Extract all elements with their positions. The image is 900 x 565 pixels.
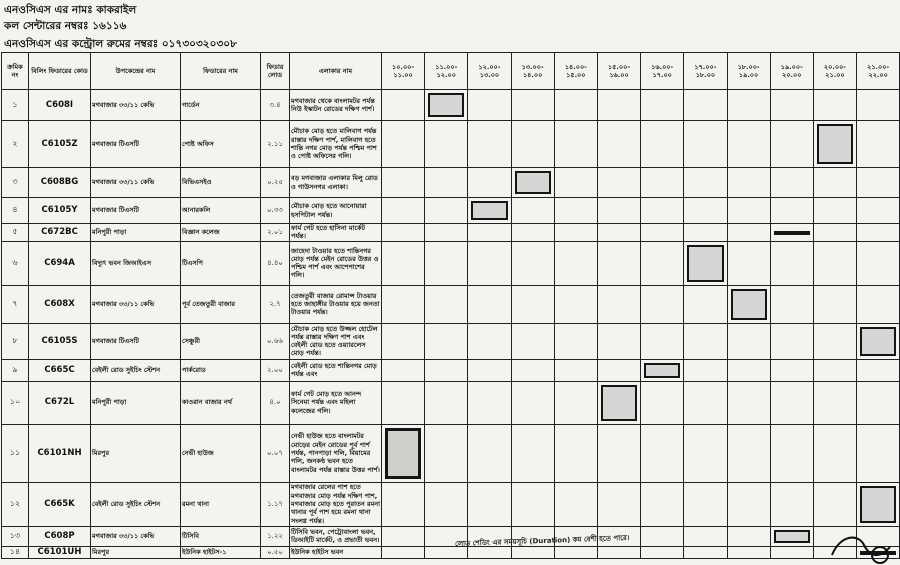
col-time-slot: ১৯.০০- ২০.০০ [770,53,813,90]
row-area: বেইলী রোড হতে শান্তিনগর মোড় পর্যন্ত এবং [290,359,382,381]
time-slot-cell [727,482,770,526]
shedding-block [601,385,637,421]
time-slot-cell [425,121,468,168]
time-slot-cell [641,526,684,546]
time-slot-cell [597,424,640,482]
time-slot-cell [684,198,727,224]
row-area: তেজতুরী বাজার রোমান্স টাওয়ার হতে জাহাঙ্গীর টাওয়ার হয়ে জনতা টাওয়ার পর্যন্ত। [290,285,382,323]
time-slot-cell [597,198,640,224]
time-slot-cell [382,424,425,482]
time-slot-cell [468,90,511,121]
row-substation: মনিপুরী পাড়া [91,381,181,424]
col-time-slot: ১২.০০- ১৩.০০ [468,53,511,90]
time-slot-cell [770,546,813,558]
row-billing-code: C6101NH [29,424,91,482]
time-slot-cell [857,381,900,424]
col-serial: ক্রমিক নং [2,53,29,90]
row-load: ১.২২ [261,526,290,546]
row-area: ফার্ম গেট মোড় হতে আনন্দ সিনেমা পর্যন্ত এবং মহিলা কলেজের গলি। [290,381,382,424]
row-substation: মগবাজার টিএসটি [91,121,181,168]
row-load: ০.৫০ [261,546,290,558]
time-slot-cell [857,424,900,482]
time-slot-cell [468,168,511,198]
time-slot-cell [468,323,511,359]
row-feeder: কাওরান বাজার নর্থ [181,381,261,424]
time-slot-cell [382,546,425,558]
time-slot-cell [382,198,425,224]
time-slot-cell [727,224,770,242]
loadshedding-schedule-table [1,52,900,559]
row-substation: মগবাজার ৩৩/১১ কেভি [91,285,181,323]
table-row [2,526,900,546]
time-slot-cell [511,359,554,381]
time-slot-cell [511,241,554,285]
time-slot-cell [813,424,856,482]
call-center-number: কল সেন্টারের নম্বরঃ ১৬১১৬ [4,20,127,32]
row-billing-code: C665C [29,359,91,381]
row-billing-code: C6101UH [29,546,91,558]
row-billing-code: C608P [29,526,91,546]
col-time-slot: ১১.০০- ১২.০০ [425,53,468,90]
time-slot-cell [813,381,856,424]
time-slot-cell [597,381,640,424]
row-area: নেভী হাউজ হতে বাংলামটর মোড়ের মেইন রোডের পূর্ব পার্শ পর্যন্ত, পানপাড়া গলি, বিয়ামের গলি, জনকন্ঠ ভবন হতে বাংলামটর পর্যন্ত রাস্তার উত্তর পার্শ। [290,424,382,482]
col-time-slot: ১৬.০০- ১৭.০০ [641,53,684,90]
row-serial: ৬ [2,241,29,285]
time-slot-cell [511,168,554,198]
row-feeder: সেঞ্চুরী [181,323,261,359]
row-billing-code: C672L [29,381,91,424]
time-slot-cell [511,285,554,323]
row-substation: মগবাজার ৩৩/১১ কেভি [91,90,181,121]
col-time-slot: ১৩.০০- ১৪.০০ [511,53,554,90]
table-row [2,198,900,224]
table-row [2,224,900,242]
time-slot-cell [468,121,511,168]
time-slot-cell [684,121,727,168]
row-load: ৪.০ [261,381,290,424]
time-slot-cell [727,359,770,381]
shedding-block [515,171,551,194]
time-slot-cell [770,90,813,121]
time-slot-cell [641,90,684,121]
time-slot-cell [770,241,813,285]
shedding-block [687,245,723,282]
time-slot-cell [597,121,640,168]
row-load: ৩.৪ [261,90,290,121]
time-slot-cell [727,323,770,359]
row-feeder: পোষ্ট অফিস [181,121,261,168]
row-load: ০.৩৩ [261,198,290,224]
time-slot-cell [857,90,900,121]
time-slot-cell [684,241,727,285]
time-slot-cell [684,526,727,546]
shedding-block [385,428,421,479]
row-serial: ১৪ [2,546,29,558]
row-feeder: রমনা থানা [181,482,261,526]
col-billing-code: বিলিং ফিডারের কোড [29,53,91,90]
time-slot-cell [597,224,640,242]
time-slot-cell [597,482,640,526]
time-slot-cell [770,323,813,359]
time-slot-cell [554,285,597,323]
time-slot-cell [770,285,813,323]
time-slot-cell [554,546,597,558]
time-slot-cell [554,482,597,526]
row-serial: ১০ [2,381,29,424]
row-substation: মগবাজার টিএসটি [91,323,181,359]
row-feeder: টিসিবি [181,526,261,546]
time-slot-cell [554,381,597,424]
time-slot-cell [727,285,770,323]
row-serial: ৭ [2,285,29,323]
table-header-row [2,53,900,90]
shedding-block [644,363,680,378]
time-slot-cell [727,546,770,558]
row-area: জাহেদা টাওয়ার হতে শান্তিনগর মোড় পর্যন্ত মেইন রোডের উত্তর ও পশ্চিম পার্শ এবং আশেপাশের গলি। [290,241,382,285]
time-slot-cell [425,198,468,224]
shedding-block [731,289,767,320]
time-slot-cell [727,198,770,224]
time-slot-cell [425,482,468,526]
row-area: বড় মগবাজার এলাকার মিলু রোড ও গাউসনগর এলাকা। [290,168,382,198]
time-slot-cell [813,285,856,323]
time-slot-cell [597,359,640,381]
time-slot-cell [554,90,597,121]
time-slot-cell [554,198,597,224]
row-serial: ২ [2,121,29,168]
row-feeder: বিজ্ঞান কলেজ [181,224,261,242]
row-load: ০.৬৬ [261,323,290,359]
time-slot-cell [727,241,770,285]
row-serial: ৮ [2,323,29,359]
time-slot-cell [684,285,727,323]
table-row [2,424,900,482]
row-load: ২.৭ [261,285,290,323]
shedding-block [860,486,896,523]
time-slot-cell [641,424,684,482]
time-slot-cell [641,285,684,323]
row-substation: মনিপুরী পাড়া [91,224,181,242]
time-slot-cell [770,381,813,424]
time-slot-cell [813,168,856,198]
time-slot-cell [813,359,856,381]
row-billing-code: C6105S [29,323,91,359]
time-slot-cell [684,90,727,121]
row-feeder: ইউনিক হাইটস-১ [181,546,261,558]
shedding-block [471,201,507,220]
col-feeder: ফিডারের নাম [181,53,261,90]
col-time-slot: ১৪.০০- ১৫.০০ [554,53,597,90]
time-slot-cell [382,323,425,359]
time-slot-cell [468,285,511,323]
time-slot-cell [770,224,813,242]
time-slot-cell [382,359,425,381]
time-slot-cell [684,482,727,526]
time-slot-cell [813,121,856,168]
time-slot-cell [382,90,425,121]
time-slot-cell [511,90,554,121]
time-slot-cell [857,224,900,242]
time-slot-cell [511,121,554,168]
time-slot-cell [597,323,640,359]
time-slot-cell [813,198,856,224]
time-slot-cell [684,224,727,242]
row-substation: বিদ্যুৎ ভবন জিআইএস [91,241,181,285]
row-feeder: বিভিএসইও [181,168,261,198]
time-slot-cell [468,482,511,526]
time-slot-cell [468,198,511,224]
time-slot-cell [813,323,856,359]
col-area: এলাকার নাম [290,53,382,90]
row-serial: ১ [2,90,29,121]
time-slot-cell [425,168,468,198]
time-slot-cell [425,359,468,381]
footnote: লোড শেডিং এর সময়সূচি (Duration) কম বেশী হতে পারে। [454,533,630,549]
time-slot-cell [770,168,813,198]
time-slot-cell [468,241,511,285]
time-slot-cell [511,198,554,224]
time-slot-cell [770,359,813,381]
time-slot-cell [425,323,468,359]
table-row [2,359,900,381]
time-slot-cell [813,482,856,526]
row-billing-code: C608I [29,90,91,121]
row-substation: বেইলী রোড সুইচিং স্টেশন [91,482,181,526]
time-slot-cell [468,359,511,381]
time-slot-cell [554,168,597,198]
row-area: মৌচাক মোড় হতে উজ্জল হোটেল পর্যন্ত রাস্তার দক্ষিণ পাশ এবং বেইলী রোড হতে ওয়্যারলেস মোড় পর্যন্ত। [290,323,382,359]
time-slot-cell [425,424,468,482]
col-time-slot: ১০.০০- ১১.০০ [382,53,425,90]
time-slot-cell [382,285,425,323]
row-serial: ৪ [2,198,29,224]
table-body [2,90,900,559]
row-substation: মগবাজার ৩৩/১১ কেভি [91,526,181,546]
time-slot-cell [770,482,813,526]
time-slot-cell [641,381,684,424]
row-feeder: পূর্ব তেজতুরী বাজার [181,285,261,323]
row-substation: মিরপুর [91,424,181,482]
row-substation: মগবাজার টিএসটি [91,198,181,224]
time-slot-cell [727,90,770,121]
row-area: টিসিবি ভবন, পেট্রোবাংলা ভবন, ডিআইটি মার্কেট, ও প্রভাতী ভবন। [291,527,380,545]
time-slot-cell [425,381,468,424]
row-load: ৪.৪০ [261,241,290,285]
shedding-block [860,327,896,356]
time-slot-cell [770,198,813,224]
time-slot-cell [597,241,640,285]
col-time-slot: ১৭.০০- ১৮.০০ [684,53,727,90]
col-time-slot: ১৫.০০- ১৬.০০ [597,53,640,90]
table-row [2,168,900,198]
time-slot-cell [554,241,597,285]
row-area: মগবাজার রেলের পাশ হতে মগবাজার মোড় পর্যন্ত দক্ষিণ পাশ, মগবাজার মোড় হতে পুরাতন রমনা থানার পূর্ব পাশ হয়ে রমনা থানা সংলগ্ন পর্যন্ত। [291,483,380,525]
time-slot-cell [597,168,640,198]
row-billing-code: C665K [29,482,91,526]
time-slot-cell [813,241,856,285]
row-substation: বেইলী রোড সুইচিং স্টেশন [91,359,181,381]
row-billing-code: C6105Y [29,198,91,224]
time-slot-cell [727,381,770,424]
shedding-block [817,124,853,164]
col-time-slot: ২০.০০- ২১.০০ [813,53,856,90]
time-slot-cell [857,482,900,526]
time-slot-cell [468,381,511,424]
row-feeder: গার্ডেন [181,90,261,121]
time-slot-cell [641,224,684,242]
table-row [2,90,900,121]
time-slot-cell [468,224,511,242]
row-substation: মিরপুর [91,546,181,558]
table-row [2,285,900,323]
time-slot-cell [554,121,597,168]
time-slot-cell [641,168,684,198]
row-load: ২.০০ [261,359,290,381]
time-slot-cell [770,526,813,546]
row-feeder: আনারকলি [181,198,261,224]
table-row [2,121,900,168]
time-slot-cell [511,424,554,482]
row-area: মৌচাক মোড় হতে আনোয়ারা হসপিটাল পর্যন্ত। [290,198,382,224]
shedding-block [428,93,464,117]
time-slot-cell [425,224,468,242]
table-row [2,323,900,359]
time-slot-cell [511,546,554,558]
time-slot-cell [382,482,425,526]
row-billing-code: C672BC [29,224,91,242]
row-billing-code: C608BG [29,168,91,198]
time-slot-cell [641,359,684,381]
time-slot-cell [597,90,640,121]
row-area: ইউনিক হাইটস ভবন [290,546,382,558]
time-slot-cell [684,546,727,558]
time-slot-cell [425,285,468,323]
time-slot-cell [597,546,640,558]
time-slot-cell [425,241,468,285]
time-slot-cell [684,424,727,482]
time-slot-cell [382,121,425,168]
time-slot-cell [554,424,597,482]
time-slot-cell [382,168,425,198]
row-serial: ১২ [2,482,29,526]
control-room-number: এনওসিএস এর কন্ট্রোল রুমের নম্বরঃ ০১৭৩০৩২০৩০৮ [4,38,237,50]
col-time-slot: ১৮.০০- ১৯.০০ [727,53,770,90]
time-slot-cell [382,241,425,285]
row-serial: ১৩ [2,526,29,546]
table-row [2,241,900,285]
col-substation: উপকেন্দ্রের নাম [91,53,181,90]
time-slot-cell [813,90,856,121]
time-slot-cell [511,224,554,242]
time-slot-cell [684,323,727,359]
time-slot-cell [554,224,597,242]
row-load: ২.০১ [261,224,290,242]
row-billing-code: C6105Z [29,121,91,168]
time-slot-cell [770,424,813,482]
shedding-block [774,530,810,543]
col-load: ফিডার লোড [261,53,290,90]
row-serial: ৫ [2,224,29,242]
time-slot-cell [641,241,684,285]
row-area: ফার্ম গেট হতে হাসিনা মার্কেট পর্যন্ত। [290,224,382,242]
table-row [2,482,900,526]
noc-name-heading: এনওসিএস এর নামঃ কাকরাইল [4,4,137,16]
row-serial: ৩ [2,168,29,198]
time-slot-cell [641,482,684,526]
time-slot-cell [641,198,684,224]
time-slot-cell [511,482,554,526]
row-load: ০.০৭ [261,424,290,482]
time-slot-cell [554,359,597,381]
row-substation: মগবাজার ৩৩/১১ কেভি [91,168,181,198]
table-row [2,381,900,424]
time-slot-cell [511,323,554,359]
row-load: ০.২৫ [261,168,290,198]
time-slot-cell [857,198,900,224]
time-slot-cell [554,323,597,359]
time-slot-cell [727,121,770,168]
time-slot-cell [382,381,425,424]
shedding-block [774,231,810,235]
time-slot-cell [857,241,900,285]
time-slot-cell [684,359,727,381]
time-slot-cell [857,285,900,323]
time-slot-cell [727,424,770,482]
row-area: মগবাজার থেকে বাংলামটর পর্যন্ত নিউ ইস্কাটন রোডের দক্ষিণ পার্শ। [290,90,382,121]
row-billing-code: C608X [29,285,91,323]
time-slot-cell [857,323,900,359]
time-slot-cell [727,526,770,546]
time-slot-cell [770,121,813,168]
time-slot-cell [727,168,770,198]
time-slot-cell [597,285,640,323]
time-slot-cell [382,224,425,242]
time-slot-cell [641,323,684,359]
time-slot-cell [425,90,468,121]
signature-mark [820,525,900,565]
row-serial: ৯ [2,359,29,381]
table-row [2,546,900,558]
time-slot-cell [511,381,554,424]
row-billing-code: C694A [29,241,91,285]
row-area: মৌচাক মোড় হতে মালিবাগ পর্যন্ত রাস্তার দক্ষিণ পার্শ, মালিবাগ হতে শান্তি নগর মোড় পর্যন্ত পশ্চিম পাশ ও পোষ্ট অফিসের গলি। [290,121,382,168]
time-slot-cell [857,168,900,198]
row-feeder: টিএসপি [181,241,261,285]
row-load: ২.১১ [261,121,290,168]
time-slot-cell [382,526,425,546]
time-slot-cell [684,381,727,424]
time-slot-cell [857,359,900,381]
row-serial: ১১ [2,424,29,482]
time-slot-cell [684,168,727,198]
row-load: ১.১৭ [261,482,290,526]
time-slot-cell [641,121,684,168]
time-slot-cell [641,546,684,558]
time-slot-cell [857,121,900,168]
col-time-slot: ২১.০০- ২২.০০ [857,53,900,90]
time-slot-cell [468,424,511,482]
row-feeder: পার্করোড [181,359,261,381]
row-feeder: নেভী হাউজ [181,424,261,482]
time-slot-cell [813,224,856,242]
